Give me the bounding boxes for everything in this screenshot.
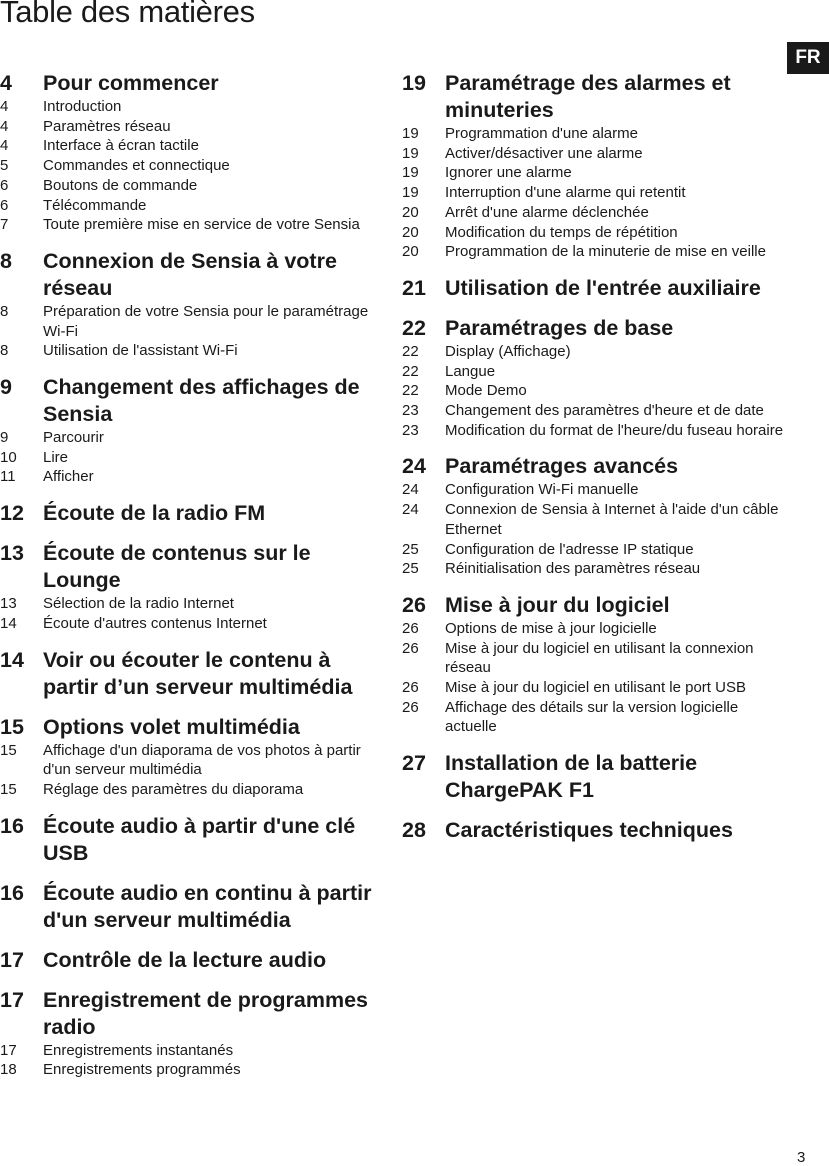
toc-heading-title: Paramétrages avancés — [445, 454, 679, 479]
toc-entry-page: 17 — [0, 1041, 17, 1059]
toc-heading-page: 28 — [402, 818, 426, 843]
toc-entry[interactable] — [0, 97, 385, 117]
toc-entry-text: Mode Demo — [445, 382, 527, 400]
toc-entry-page: 24 — [402, 481, 419, 499]
toc-entry[interactable] — [0, 136, 385, 156]
toc-heading-title: Contrôle de la lecture audio — [43, 947, 327, 972]
toc-heading-title: Changement des affichages de Sensia — [43, 375, 360, 427]
toc-entry[interactable] — [0, 341, 385, 361]
toc-heading-page: 4 — [0, 71, 12, 95]
toc-entry-text: Réglage des paramètres du diaporama — [43, 780, 304, 798]
toc-entry-text: Afficher — [43, 468, 94, 486]
toc-entry[interactable] — [402, 698, 787, 737]
toc-heading-title: Paramétrage des alarmes et minuteries — [445, 71, 731, 122]
toc-heading-page: 17 — [0, 987, 24, 1012]
toc-entry-text: Configuration Wi-Fi manuelle — [445, 481, 639, 499]
toc-heading[interactable] — [402, 817, 787, 844]
toc-entry-text: Configuration de l'adresse IP statique — [445, 540, 694, 558]
toc-entry-text: Activer/désactiver une alarme — [445, 144, 643, 162]
toc-entry-text: Boutons de commande — [43, 176, 198, 194]
toc-heading-title: Pour commencer — [43, 71, 219, 95]
toc-heading-page: 9 — [0, 375, 12, 400]
toc-entry-text: Mise à jour du logiciel en utilisant le port USB — [445, 679, 746, 697]
toc-entry[interactable] — [0, 196, 385, 216]
toc-entry-text: Display (Affichage) — [445, 342, 571, 360]
toc-heading[interactable] — [402, 315, 787, 342]
toc-heading[interactable] — [0, 374, 385, 428]
toc-entry-text: Langue — [445, 362, 496, 380]
toc-entry-text: Changement des paramètres d'heure et de date — [445, 402, 764, 420]
toc-entry-page: 14 — [0, 614, 17, 632]
toc-section — [0, 647, 385, 701]
toc-entry[interactable] — [402, 500, 787, 539]
toc-entry-page: 19 — [402, 164, 419, 182]
toc-entry-text: Interface à écran tactile — [43, 137, 199, 155]
toc-heading-title: Enregistrement de programmes radio — [43, 987, 368, 1039]
toc-heading[interactable] — [402, 70, 787, 124]
toc-entry[interactable] — [0, 448, 385, 468]
toc-entry-page: 26 — [402, 698, 419, 716]
toc-heading-page: 14 — [0, 647, 24, 672]
toc-section — [0, 987, 385, 1080]
toc-entry-text: Enregistrements instantanés — [43, 1041, 234, 1059]
toc-entry-text: Ignorer une alarme — [445, 164, 572, 182]
toc-entry-page: 20 — [402, 243, 419, 261]
toc-entry[interactable] — [402, 401, 787, 421]
toc-heading-page: 12 — [0, 501, 24, 526]
toc-heading-title: Options volet multimédia — [43, 714, 300, 739]
toc-heading-title: Utilisation de l'entrée auxiliaire — [445, 275, 761, 300]
toc-heading-page: 16 — [0, 880, 24, 905]
toc-section — [0, 813, 385, 867]
toc-entry-page: 19 — [402, 144, 419, 162]
page-title: Table des matières — [0, 0, 255, 29]
toc-entry-page: 23 — [402, 421, 419, 439]
toc-heading-page: 17 — [0, 947, 24, 972]
toc-entry-page: 22 — [402, 382, 419, 400]
toc-entry-page: 20 — [402, 223, 419, 241]
toc-entry-page: 18 — [0, 1061, 17, 1079]
toc-entry-text: Modification du format de l'heure/du fuseau horaire — [445, 421, 784, 439]
toc-entry-text: Programmation d'une alarme — [445, 125, 638, 142]
toc-entry-page: 4 — [0, 98, 9, 115]
toc-section — [402, 315, 787, 441]
toc-entry-text: Enregistrements programmés — [43, 1061, 241, 1079]
toc-entry[interactable] — [0, 302, 385, 341]
toc-section — [402, 453, 787, 579]
toc-heading-page: 21 — [402, 275, 426, 300]
toc-entry-page: 13 — [0, 595, 17, 613]
toc-heading-title: Mise à jour du logiciel — [445, 592, 670, 617]
toc-section — [402, 70, 787, 262]
toc-entry-page: 22 — [402, 362, 419, 380]
toc-heading[interactable] — [402, 453, 787, 480]
toc-entry-page: 5 — [0, 157, 9, 175]
toc-entry-page: 10 — [0, 448, 17, 466]
toc-heading-page: 26 — [402, 592, 426, 617]
toc-entry[interactable] — [0, 156, 385, 176]
toc-entry-page: 24 — [402, 501, 419, 519]
toc-heading-page: 16 — [0, 813, 24, 838]
toc-entry-text: Options de mise à jour logicielle — [445, 619, 657, 637]
toc-entry-page: 8 — [0, 302, 9, 320]
toc-entry-page: 6 — [0, 176, 9, 194]
toc-entry[interactable] — [0, 1060, 385, 1080]
toc-entry[interactable] — [402, 480, 787, 500]
toc-entry[interactable] — [402, 163, 787, 183]
toc-entry-page: 22 — [402, 342, 419, 360]
toc-section — [0, 540, 385, 633]
toc-entry-text: Introduction — [43, 98, 122, 115]
toc-entry-text: Paramètres réseau — [43, 117, 171, 135]
toc-entry-page: 23 — [402, 402, 419, 420]
toc-entry[interactable] — [402, 639, 787, 678]
toc-entry[interactable] — [402, 362, 787, 382]
toc-heading-title: Connexion de Sensia à votre réseau — [43, 248, 337, 300]
toc-entry[interactable] — [0, 614, 385, 634]
toc-entry-text: Parcourir — [43, 429, 104, 447]
toc-entry[interactable] — [402, 242, 787, 262]
toc-entry[interactable] — [0, 741, 385, 780]
toc-entry-text: Arrêt d'une alarme déclenchée — [445, 203, 649, 221]
toc-entry[interactable] — [0, 176, 385, 196]
toc-entry-page: 19 — [402, 125, 419, 142]
toc-entry-text: Réinitialisation des paramètres réseau — [445, 560, 701, 578]
toc-entry[interactable] — [402, 183, 787, 203]
toc-heading[interactable] — [402, 592, 787, 619]
toc-section — [402, 750, 787, 804]
toc-entry[interactable] — [402, 342, 787, 362]
toc-entry-page: 8 — [0, 342, 9, 360]
toc-entry-text: Écoute d'autres contenus Internet — [43, 614, 267, 632]
toc-entry-page: 20 — [402, 203, 419, 221]
toc-section — [0, 374, 385, 487]
toc-section — [0, 880, 385, 934]
toc-heading-page: 8 — [0, 248, 12, 273]
toc-entry-text: Affichage d'un diaporama de vos photos à partir d'un serveur multimédia — [43, 741, 361, 779]
toc-entry-page: 4 — [0, 137, 9, 155]
page-number: 3 — [797, 1149, 806, 1166]
toc-entry-page: 26 — [402, 639, 419, 657]
toc-entry-page: 25 — [402, 540, 419, 558]
toc-section — [0, 500, 385, 527]
toc-heading-title: Installation de la batterie ChargePAK F1 — [445, 751, 698, 803]
toc-entry-page: 25 — [402, 560, 419, 578]
toc-entry[interactable] — [402, 381, 787, 401]
toc-heading[interactable] — [0, 540, 385, 594]
toc-heading[interactable] — [0, 987, 385, 1041]
toc-section — [0, 714, 385, 800]
toc-entry[interactable] — [402, 678, 787, 698]
toc-entry-page: 19 — [402, 184, 419, 202]
toc-section — [0, 248, 385, 361]
language-badge: FR — [787, 42, 829, 74]
toc-entry-text: Interruption d'une alarme qui retentit — [445, 184, 686, 202]
toc-entry-page: 9 — [0, 429, 9, 447]
toc-entry-page: 4 — [0, 117, 9, 135]
toc-entry-text: Sélection de la radio Internet — [43, 595, 234, 613]
toc-heading-title: Caractéristiques techniques — [445, 818, 733, 843]
toc-entry-page: 6 — [0, 196, 9, 214]
toc-entry[interactable] — [0, 780, 385, 800]
toc-entry-page: 26 — [402, 619, 419, 637]
toc-entry[interactable] — [402, 223, 787, 243]
toc-heading[interactable] — [0, 813, 385, 867]
toc-entry[interactable] — [402, 203, 787, 223]
toc-section — [0, 70, 385, 235]
toc-heading[interactable] — [0, 880, 385, 934]
toc-entry[interactable] — [402, 124, 787, 144]
toc-entry[interactable] — [0, 594, 385, 614]
toc-heading-page: 19 — [402, 71, 426, 95]
toc-entry[interactable] — [0, 1041, 385, 1061]
toc-heading-page: 27 — [402, 751, 426, 776]
toc-entry[interactable] — [0, 117, 385, 137]
toc-entry-text: Affichage des détails sur la version logicielle actuelle — [445, 698, 739, 736]
toc-heading-title: Écoute de la radio FM — [43, 501, 266, 526]
toc-entry[interactable] — [0, 428, 385, 448]
toc-heading[interactable] — [402, 750, 787, 804]
toc-entry-text: Télécommande — [43, 196, 147, 214]
toc-heading[interactable] — [402, 275, 787, 302]
toc-heading-title: Écoute audio en continu à partir d'un serveur multimédia — [43, 880, 372, 932]
toc-entry-page: 15 — [0, 741, 17, 759]
toc-heading[interactable] — [0, 500, 385, 527]
toc-entry-page: 11 — [0, 468, 16, 486]
toc-section — [402, 592, 787, 737]
toc-entry-page: 15 — [0, 780, 17, 798]
toc-entry[interactable] — [402, 619, 787, 639]
toc-heading-title: Écoute de contenus sur le Lounge — [43, 541, 311, 593]
toc-entry-text: Préparation de votre Sensia pour le paramétrage Wi-Fi — [43, 302, 369, 340]
toc-entry[interactable] — [402, 144, 787, 164]
toc-entry-text: Utilisation de l'assistant Wi-Fi — [43, 342, 238, 360]
toc-section — [402, 817, 787, 844]
toc-heading[interactable] — [0, 714, 385, 741]
toc-heading-page: 15 — [0, 714, 24, 739]
toc-heading[interactable] — [0, 248, 385, 302]
toc-right-column — [402, 70, 787, 857]
toc-entry[interactable] — [0, 215, 385, 235]
toc-heading-title: Écoute audio à partir d'une clé USB — [43, 813, 356, 865]
toc-entry-text: Toute première mise en service de votre Sensia — [43, 216, 360, 234]
toc-entry-text: Lire — [43, 448, 69, 466]
toc-entry-text: Connexion de Sensia à Internet à l'aide d'un câble Ethernet — [445, 501, 779, 538]
toc-heading-page: 13 — [0, 541, 24, 566]
toc-heading-title: Voir ou écouter le contenu à partir d’un serveur multimédia — [43, 647, 353, 699]
toc-entry-text: Commandes et connectique — [43, 157, 230, 175]
toc-entry-text: Mise à jour du logiciel en utilisant la connexion réseau — [445, 639, 754, 677]
toc-entry[interactable] — [402, 421, 787, 441]
toc-entry-page: 26 — [402, 679, 419, 697]
toc-entry-text: Programmation de la minuterie de mise en veille — [445, 243, 766, 261]
toc-left-column — [0, 70, 385, 1093]
toc-entry-text: Modification du temps de répétition — [445, 223, 678, 241]
toc-section — [402, 275, 787, 302]
toc-heading[interactable] — [0, 947, 385, 974]
toc-entry[interactable] — [0, 467, 385, 487]
toc-heading-title: Paramétrages de base — [445, 315, 674, 340]
toc-heading[interactable] — [0, 647, 385, 701]
toc-entry[interactable] — [402, 559, 787, 579]
toc-heading[interactable] — [0, 70, 385, 97]
toc-entry[interactable] — [402, 540, 787, 560]
toc-entry-page: 7 — [0, 216, 9, 234]
toc-section — [0, 947, 385, 974]
toc-heading-page: 22 — [402, 315, 426, 340]
toc-heading-page: 24 — [402, 454, 426, 479]
